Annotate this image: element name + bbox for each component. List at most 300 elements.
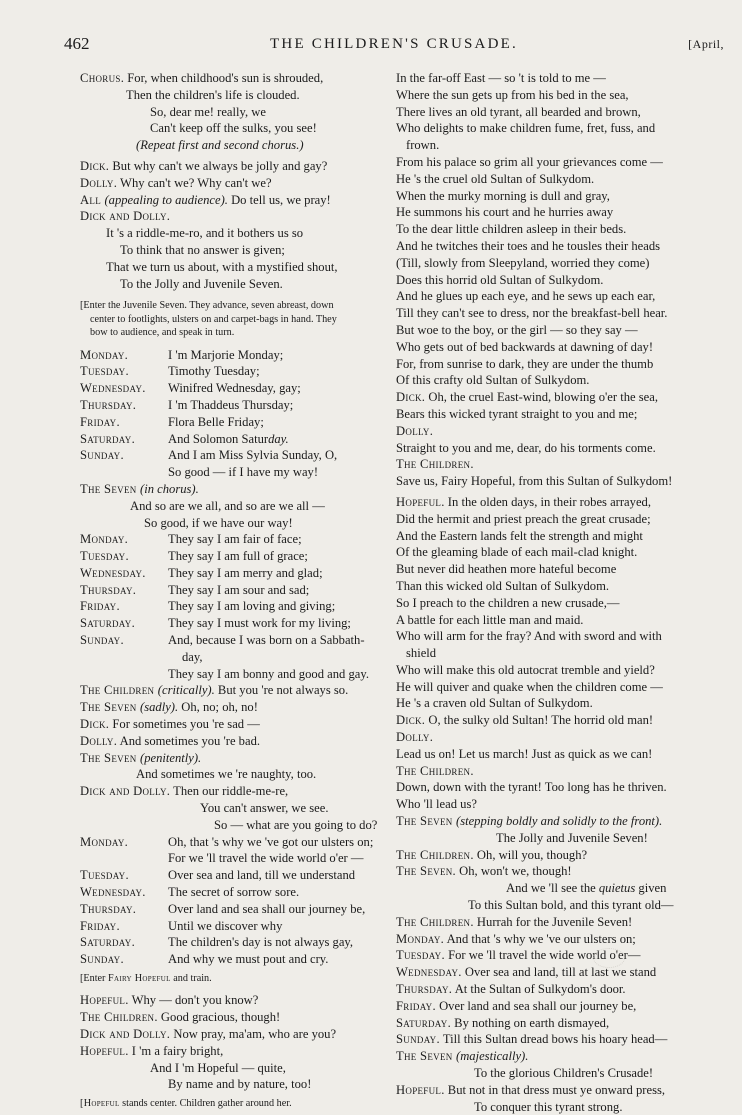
line-text: But you 're not always so. [214,683,349,698]
line-text: Winifred Wednesday, gay; [168,381,301,396]
line-text: given [635,881,667,896]
text-line [396,544,696,561]
text-line [396,830,696,847]
line-text: He summons his court and he hurries away [396,205,614,220]
text-line [80,120,385,137]
speaker-name: The Seven [396,814,456,829]
line-text: Did the hermit and priest preach the great crusade; [396,511,651,526]
text-line [396,796,696,813]
speaker-name: The Children. [396,763,474,778]
text-line [80,750,385,767]
stage-direction: (sadly). [140,700,179,715]
line-text: From his palace so grim all your grievances come — [396,154,663,169]
page-header [64,34,724,58]
line-text: It 's a riddle-me-ro, and it bothers us so [106,226,304,241]
speaker-name: Dick. [396,390,426,405]
text-line [396,389,696,406]
speaker-name: The Seven [80,700,140,715]
stage-direction: quietus [598,881,636,896]
line-text: That we turn us about, with a mystified shout, [106,259,338,274]
text-line [80,414,385,431]
text-line [80,632,385,649]
line-text: But why can't we always be jolly and gay? [109,158,328,173]
line-text: I 'm Marjorie Monday; [168,347,284,362]
line-text: To the dear little children asleep in their beds. [396,222,627,237]
line-text: By name and by nature, too! [168,1077,312,1092]
speaker-name: Saturday. [396,1015,452,1030]
line-text: And that 's why we 've our ulsters on; [444,931,636,946]
text-line [396,612,696,629]
line-text: And the Eastern lands felt the strength and might [396,528,643,543]
text-line [396,528,696,545]
line-text: Oh, won't we, though! [456,864,572,879]
speaker-name: The Seven. [396,864,456,879]
text-line [396,779,696,796]
line-text: The secret of sorrow sore. [168,885,300,900]
line-text: Until we discover why [168,918,283,933]
line-text: Who 'll lead us? [396,797,477,812]
text-line [80,901,385,918]
text-line [396,947,696,964]
line-text: Bears this wicked tyrant straight to you and me; [396,406,638,421]
speaker-name: Monday. [80,532,129,547]
text-line [80,867,385,884]
text-line [396,406,696,423]
line-text: They say I am sour and sad; [168,582,310,597]
text-line [80,363,385,380]
line-text: [Enter [80,973,109,985]
line-text: center to footlights, ulsters on and carpet-bags in hand. They [90,313,337,325]
text-line [396,628,696,645]
text-line [396,847,696,864]
line-text: And I 'm Hopeful — quite, [150,1060,286,1075]
line-text: To the Jolly and Juvenile Seven. [120,276,283,291]
text-line [80,1009,385,1026]
line-text: To conquer this tyrant strong. [474,1099,623,1114]
text-line [80,649,385,666]
page-number: 462 [64,34,90,53]
text-line [396,255,696,272]
line-text: They say I am bonny and good and gay. [168,666,369,681]
text-line [396,423,696,440]
text-line [80,699,385,716]
speaker-name: The Children. [80,1010,158,1025]
stage-direction: (penitently). [140,750,202,765]
line-text: And why we must pout and cry. [168,952,329,967]
line-text: To this Sultan bold, and this tyrant old— [468,898,674,913]
line-text: So, dear me! really, we [150,104,266,119]
text-line [80,1060,385,1077]
line-text: Of the gleaming blade of each mail-clad knight. [396,545,638,560]
text-line [80,1026,385,1043]
speaker-name: Monday. [80,347,129,362]
line-text: And so are we all, and so are we all — [130,498,325,513]
line-text: They say I am merry and glad; [168,565,323,580]
speaker-name: Tuesday. [80,364,129,379]
line-text: I 'm Thaddeus Thursday; [168,397,294,412]
text-line [396,272,696,289]
text-line [80,565,385,582]
speaker-name: The Children. [396,847,474,862]
line-text: So I preach to the children a new crusade,— [396,595,620,610]
line-text: Till they can't see to dress, nor the breakfast-bell hear. [396,306,668,321]
speaker-name: Sunday. [80,448,124,463]
line-text: But not in that dress must ye onward press, [444,1082,666,1097]
line-text: Flora Belle Friday; [168,414,264,429]
stage-direction: (critically). [157,683,215,698]
speaker-name: The Children [80,683,158,698]
text-line [80,70,385,87]
text-line [80,431,385,448]
text-line [396,288,696,305]
line-text: I 'm a fairy bright, [128,1043,224,1058]
line-text: Than this wicked old Sultan of Sulkydom. [396,578,610,593]
stage-direction: day. [268,431,289,446]
speaker-name: Wednesday. [80,885,146,900]
text-line [396,931,696,948]
text-line [396,87,696,104]
text-line [396,763,696,780]
speaker-name: Wednesday. [80,381,146,396]
line-text: Over land and sea shall our journey be, [435,998,637,1013]
text-line [80,733,385,750]
text-line [80,225,385,242]
speaker-name: Dick. [80,717,110,732]
speaker-name: Dick. [396,713,426,728]
right-text-column [396,70,696,1115]
line-text: They say I am fair of face; [168,532,302,547]
text-line [396,813,696,830]
speaker-name: Dolly. [396,730,434,745]
line-text: In the olden days, in their robes arrayed, [444,494,651,509]
text-line [80,87,385,104]
line-text: In the far-off East — so 't is told to me — [396,71,606,85]
text-line [396,998,696,1015]
text-line [80,380,385,397]
line-text: Then our riddle-me-re, [170,784,289,799]
stage-direction: (Repeat first and second chorus.) [136,138,304,153]
text-line [396,1065,696,1082]
text-line [80,766,385,783]
speaker-name: The Seven [80,750,140,765]
line-text: At the Sultan of Sulkydom's door. [452,982,626,997]
text-line [396,305,696,322]
line-text: Who will arm for the fray? And with sword and with [396,629,662,644]
line-text: stands center. Children gather around her. [119,1098,292,1110]
text-line [80,1076,385,1093]
line-text: Do tell us, we pray! [227,192,331,207]
speaker-name: The Seven [80,481,140,496]
speaker-name: The Children. [396,914,474,929]
text-line [80,783,385,800]
line-text: Hurrah for the Juvenile Seven! [473,914,633,929]
speaker-name: Dick and Dolly. [80,1027,171,1041]
speaker-name: Sunday. [396,1032,440,1047]
stage-direction: (in chorus). [140,481,199,496]
text-line [396,863,696,880]
line-text: They say I am full of grace; [168,549,308,564]
speaker-name: Hopeful. [396,494,445,509]
line-text: But never did heathen more hateful become [396,562,617,577]
speaker-name: Sunday. [80,633,124,648]
text-line [396,339,696,356]
line-text: bow to audience, and speak in turn. [90,327,235,339]
speaker-name: Dick and Dolly. [80,784,171,799]
speaker-name: Monday. [80,834,129,849]
text-line [396,595,696,612]
line-text: Lead us on! Let us march! Just as quick as we can! [396,746,653,761]
speaker-name: [Hopeful [80,1098,120,1110]
line-text: He 's the cruel old Sultan of Sulkydom. [396,171,595,186]
speaker-name: Chorus. [80,71,125,85]
line-text: day, [182,649,203,664]
running-title: THE CHILDREN'S CRUSADE. [270,36,518,52]
line-text: Over sea and land, till at last we stand [461,965,657,980]
line-text: There lives an old tyrant, all bearded and brown, [396,104,641,119]
line-text: Who gets out of bed backwards at dawning of day! [396,339,654,354]
speaker-name: Monday. [396,931,445,946]
line-text: But woe to the boy, or the girl — so they say — [396,322,638,337]
speaker-name: Thursday. [80,397,137,412]
text-line [80,158,385,175]
paper-stain [593,948,625,968]
text-line [396,473,696,490]
line-text: For, when childhood's sun is shrouded, [124,71,324,85]
line-text: A battle for each little man and maid. [396,612,584,627]
line-text: Then the children's life is clouded. [126,87,300,102]
text-line [396,746,696,763]
speaker-name: Dolly. [80,175,118,190]
text-line [80,615,385,632]
text-line [80,326,385,339]
text-line [396,204,696,221]
text-line [80,104,385,121]
text-line [80,582,385,599]
line-text: The Jolly and Juvenile Seven! [496,830,648,845]
line-text: They say I must work for my living; [168,616,351,631]
text-line [80,1043,385,1060]
text-line [80,137,385,154]
speaker-name: The Children. [396,457,474,472]
line-text: To the glorious Children's Crusade! [474,1066,654,1081]
text-line [80,951,385,968]
text-line [396,322,696,339]
speaker-name: Sunday. [80,952,124,967]
speaker-name: Tuesday. [80,868,129,883]
text-line [396,221,696,238]
line-text: When the murky morning is dull and gray, [396,188,610,203]
line-text: He 's a craven old Sultan of Sulkydom. [396,696,593,711]
speaker-name: Friday. [80,599,120,614]
text-line [80,918,385,935]
line-text: Over land and sea shall our journey be, [168,901,366,916]
text-line [80,397,385,414]
text-line [80,481,385,498]
text-line [396,578,696,595]
text-line [80,666,385,683]
text-line [396,695,696,712]
text-line [396,1082,696,1099]
text-line [80,1097,385,1110]
text-line [396,1015,696,1032]
speaker-name: Saturday. [80,935,136,950]
text-line [80,347,385,364]
text-line [80,817,385,834]
text-line [80,498,385,515]
text-line [396,880,696,897]
line-text: So good — if I have my way! [168,465,319,480]
text-line [80,800,385,817]
line-text: Save us, Fairy Hopeful, from this Sultan of Sulkydom! [396,474,673,489]
line-text: And he glues up each eye, and he sews up each ear, [396,289,656,304]
speaker-name: Dolly. [396,423,434,438]
text-line [80,313,385,326]
speaker-name: Wednesday. [396,965,462,980]
line-text: Where the sun gets up from his bed in the sea, [396,87,629,102]
text-line [396,188,696,205]
line-text: For we 'll travel the wide world o'er — [168,851,364,866]
text-line [80,515,385,532]
text-line [396,511,696,528]
line-text: Straight to you and me, dear, do his torments come. [396,440,656,455]
line-text: Why — don't you know? [128,993,259,1008]
speaker-name: Tuesday. [80,549,129,564]
speaker-name: Wednesday. [80,565,146,580]
text-line [396,171,696,188]
line-text: [Enter the Juvenile Seven. They advance, seven abreast, down [80,300,334,312]
line-text: By nothing on earth dismayed, [451,1015,610,1030]
speaker-name: Dick and Dolly. [80,209,171,224]
speaker-name: Hopeful. [396,1082,445,1097]
text-line [396,154,696,171]
line-text: They say I am loving and giving; [168,599,336,614]
text-line [396,456,696,473]
text-line [396,137,696,154]
text-line [396,440,696,457]
line-text: So good, if we have our way! [144,515,293,530]
line-text: You can't answer, we see. [200,801,329,816]
text-line [396,561,696,578]
line-text: Of this crafty old Sultan of Sulkydom. [396,373,590,388]
text-line [396,679,696,696]
text-line [396,494,696,511]
issue-month: [April, [688,37,724,51]
line-text: Oh, that 's why we 've got our ulsters on; [168,834,374,849]
text-line [396,1048,696,1065]
text-line [80,934,385,951]
speaker-name: Hopeful. [80,993,129,1008]
text-line [396,120,696,137]
line-text: Over sea and land, till we understand [168,868,356,883]
text-line [396,1031,696,1048]
stage-direction: (stepping boldly and solidly to the front). [456,814,663,829]
line-text: For sometimes you 're sad — [109,717,260,732]
stage-direction: (majestically). [456,1049,529,1064]
line-text: shield [406,646,437,661]
text-line [396,964,696,981]
speaker-name: All [80,192,105,207]
line-text: And he twitches their toes and he tousles their heads [396,238,661,253]
text-line [396,645,696,662]
text-line [80,175,385,192]
text-line [396,356,696,373]
text-line [396,1099,696,1115]
speaker-name: Fairy Hopeful [108,973,171,985]
line-text: Oh, no; oh, no! [178,700,258,715]
line-text: For, from sunrise to dark, they are under the thumb [396,356,654,371]
text-line [80,850,385,867]
line-text: (Till, slowly from Sleepyland, worried they come) [396,255,650,270]
speaker-name: Hopeful. [80,1043,129,1058]
text-line [80,531,385,548]
text-line [80,208,385,225]
text-line [80,242,385,259]
speaker-name: Saturday. [80,431,136,446]
text-line [396,238,696,255]
speaker-name: Thursday. [80,901,137,916]
speaker-name: Dolly. [80,733,118,748]
left-text-column [80,70,385,1111]
stage-direction: (appealing to audience). [104,192,228,207]
text-line [80,464,385,481]
text-line [80,447,385,464]
line-text: And, because I was born on a Sabbath- [168,633,365,648]
speaker-name: Friday. [80,918,120,933]
text-line [80,682,385,699]
line-text: and train. [170,973,212,985]
text-line [396,981,696,998]
text-line [80,884,385,901]
line-text: And Solomon Satur [168,431,269,446]
line-text: Does this horrid old Sultan of Sulkydom. [396,272,604,287]
text-line [80,299,385,312]
text-line [80,192,385,209]
text-line [396,372,696,389]
line-text: Can't keep off the sulks, you see! [150,121,317,136]
speaker-name: Thursday. [80,582,137,597]
line-text: Oh, will you, though? [473,847,588,862]
text-line [396,104,696,121]
text-line [80,598,385,615]
text-line [396,70,696,87]
text-line [80,716,385,733]
line-text: For we 'll travel the wide world o'er— [444,948,641,963]
line-text: Good gracious, though! [157,1010,281,1025]
line-text: Oh, the cruel East-wind, blowing o'er the sea, [425,390,658,405]
line-text: And we 'll see the [506,881,599,896]
speaker-name: Friday. [396,998,436,1013]
line-text: Why can't we? Why can't we? [117,175,272,190]
line-text: Till this Sultan dread bows his hoary head— [439,1032,668,1047]
line-text: To think that no answer is given; [120,242,285,257]
text-line [80,834,385,851]
speaker-name: The Seven [396,1049,456,1064]
speaker-name: Dick. [80,158,110,173]
line-text: So — what are you going to do? [214,817,378,832]
speaker-name: Tuesday. [396,948,445,963]
text-line [80,276,385,293]
text-line [396,662,696,679]
speaker-name: Friday. [80,414,120,429]
text-line [396,914,696,931]
speaker-name: Thursday. [396,982,453,997]
text-line [80,992,385,1009]
text-line [80,259,385,276]
line-text: Timothy Tuesday; [168,364,260,379]
line-text: And I am Miss Sylvia Sunday, O, [168,448,338,463]
line-text: Who will make this old autocrat tremble and yield? [396,662,655,677]
line-text: And sometimes you 're bad. [117,733,261,748]
